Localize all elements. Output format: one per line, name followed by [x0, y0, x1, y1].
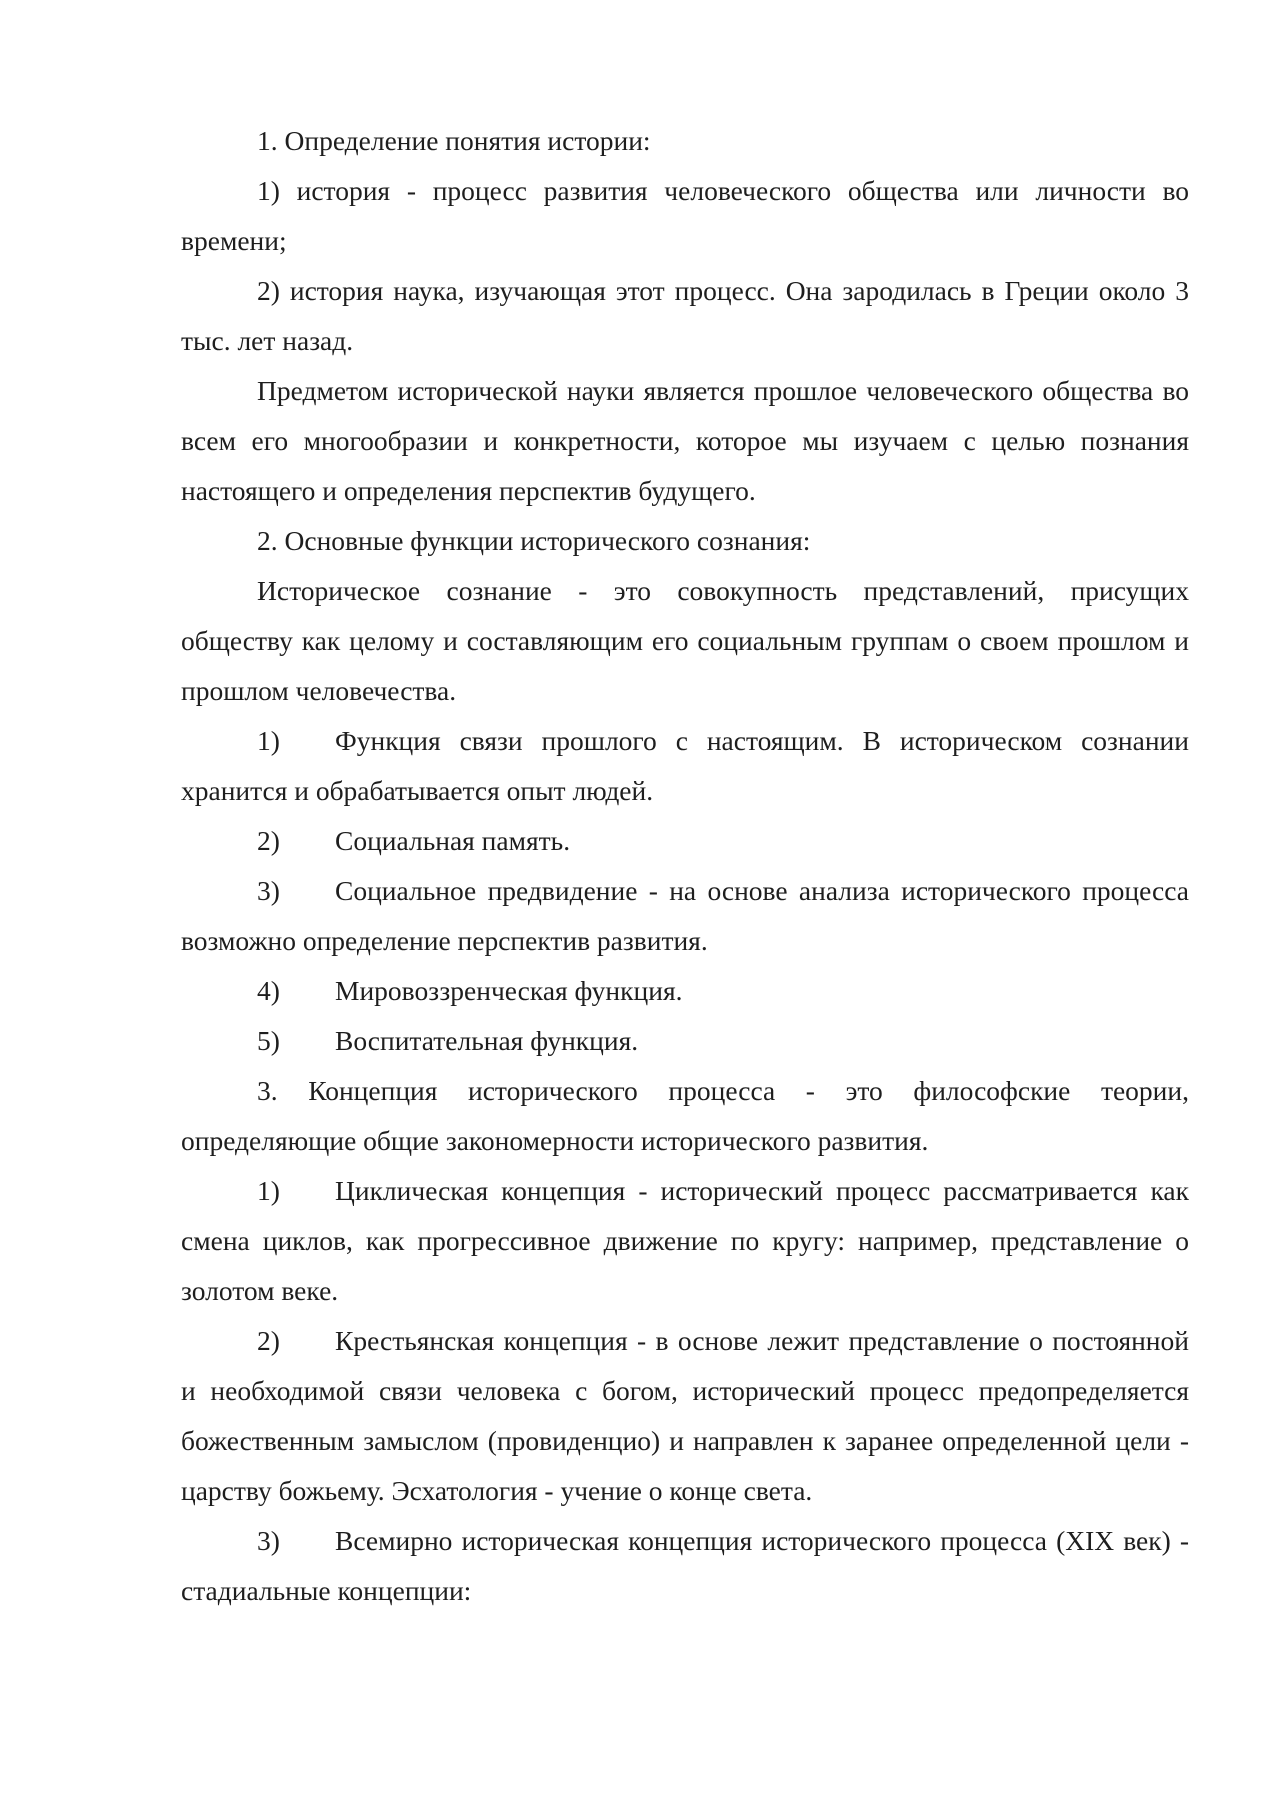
- list-item-text: Крестьянская концепция - в основе лежит представление о постоянной и необходимой связи человека с богом, исторический процесс предопределяется божественным замыслом (провиденцио) и направлен к заранее определенной цели - царству божьему. Эсхатология - учение о конце света.: [181, 1325, 1189, 1506]
- list-item-number: 3): [257, 875, 280, 906]
- paragraph-text: 2) история наука, изучающая этот процесс. Она зародилась в Греции около 3 тыс. лет назад.: [181, 275, 1189, 356]
- paragraph-text: 2. Основные функции исторического сознания:: [257, 525, 811, 556]
- list-item-number: 2): [257, 1325, 280, 1356]
- list-item-number: 3): [257, 1525, 280, 1556]
- list-item-text: Социальное предвидение - на основе анализа исторического процесса возможно определение перспектив развития.: [181, 875, 1189, 956]
- list-item: [181, 866, 1189, 966]
- paragraph: [181, 366, 1189, 516]
- paragraph-text: Предметом исторической науки является прошлое человеческого общества во всем его многообразии и конкретности, которое мы изучаем с целью познания настоящего и определения перспектив будущего.: [181, 375, 1189, 506]
- list-item: [181, 1016, 1189, 1066]
- list-item-number: 1): [257, 725, 280, 756]
- list-item-number: 2): [257, 825, 280, 856]
- list-item: [181, 716, 1189, 816]
- document-body: [181, 116, 1189, 1616]
- list-item: [181, 816, 1189, 866]
- list-item: [181, 1166, 1189, 1316]
- section-heading: [181, 516, 1189, 566]
- list-item-number: 5): [257, 1025, 280, 1056]
- paragraph-text: 3. Концепция исторического процесса - это философские теории, определяющие общие закономерности исторического развития.: [181, 1075, 1189, 1156]
- list-item-text: Всемирно историческая концепция исторического процесса (XIX век) - стадиальные концепции:: [181, 1525, 1189, 1606]
- list-item-number: 4): [257, 975, 280, 1006]
- paragraph: [181, 266, 1189, 366]
- list-item: [181, 966, 1189, 1016]
- paragraph-text: 1. Определение понятия истории:: [257, 125, 651, 156]
- paragraph: [181, 116, 1189, 166]
- list-item-text: Мировоззренческая функция.: [335, 975, 683, 1006]
- paragraph: [181, 566, 1189, 716]
- list-item: [181, 1316, 1189, 1516]
- list-item-text: Социальная память.: [335, 825, 571, 856]
- list-item-text: Циклическая концепция - исторический процесс рассматривается как смена циклов, как прогрессивное движение по кругу: например, представление о золотом веке.: [181, 1175, 1189, 1306]
- list-item-text: Воспитательная функция.: [335, 1025, 639, 1056]
- list-item-text: Функция связи прошлого с настоящим. В историческом сознании хранится и обрабатывается опыт людей.: [181, 725, 1189, 806]
- paragraph-text: 1) история - процесс развития человеческого общества или личности во времени;: [181, 175, 1189, 256]
- list-item-number: 1): [257, 1175, 280, 1206]
- paragraph-text: Историческое сознание - это совокупность представлений, присущих обществу как целому и составляющим его социальным группам о своем прошлом и прошлом человечества.: [181, 575, 1189, 706]
- list-item: [181, 1516, 1189, 1616]
- paragraph: [181, 166, 1189, 266]
- section-heading: [181, 1066, 1189, 1166]
